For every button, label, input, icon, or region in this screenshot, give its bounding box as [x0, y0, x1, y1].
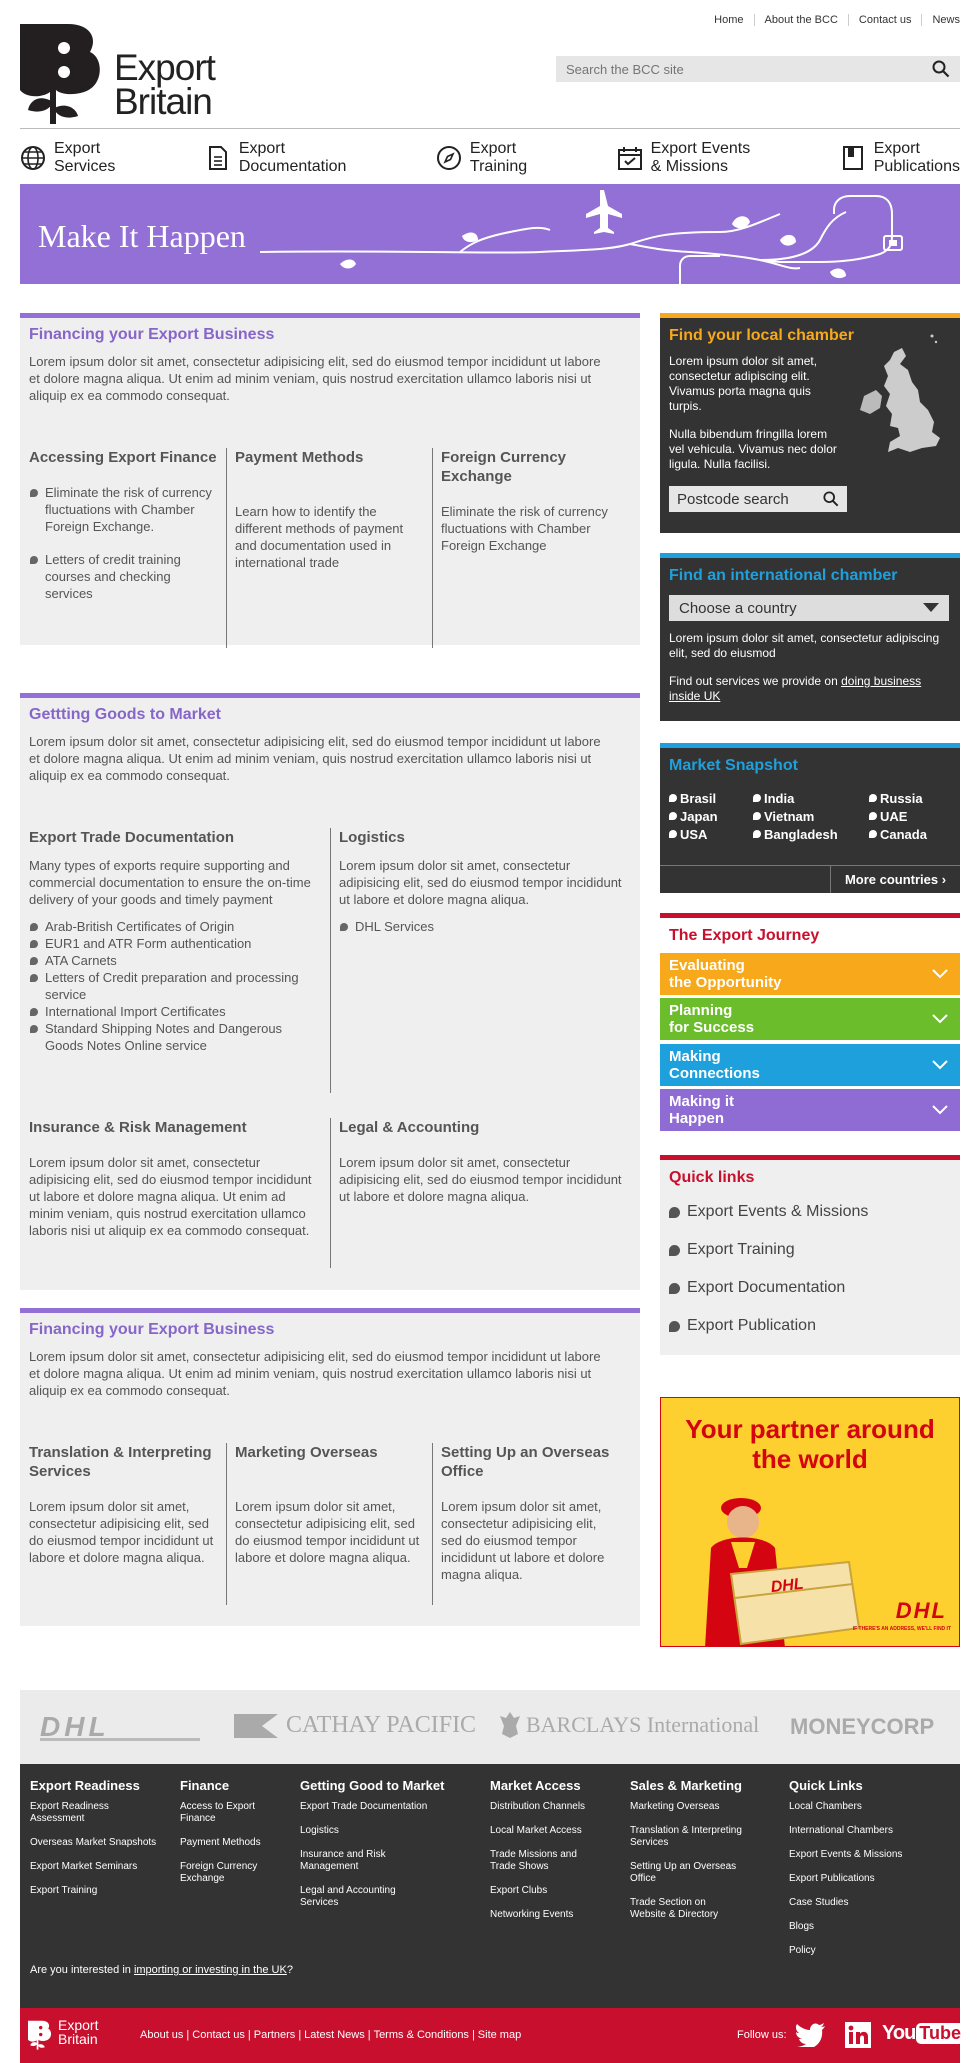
nav-label: Export Events & Missions	[650, 140, 751, 175]
country-link[interactable]: UAE	[869, 808, 949, 825]
section-columns	[21, 828, 636, 1093]
postcode-search[interactable]	[669, 486, 847, 512]
section-columns	[21, 448, 628, 648]
bottom-link-news[interactable]: Latest News	[304, 2029, 365, 2041]
leaf-bullet-icon	[869, 830, 877, 838]
box-title: Market Snapshot	[669, 757, 798, 774]
book-icon	[840, 145, 866, 171]
financing-section-2	[20, 1308, 640, 1626]
country-link[interactable]: Bangladesh	[753, 826, 869, 843]
list-item	[29, 551, 218, 602]
box-text: Lorem ipsum dolor sit amet, consectetur adipiscing elit. Vivamus porta magna quis turpis.	[669, 354, 818, 413]
section-columns	[21, 1443, 628, 1605]
column-text: Lorem ipsum dolor sit amet, consectetur adipisicing elit, sed do eiusmod tempor incididunt ut labore et dolore magna aliqua.	[339, 858, 622, 907]
column-text: Many types of exports require supporting and commercial documentation to ensure the on-time delivery of your goods and timely payment	[29, 858, 311, 907]
column-text: Lorem ipsum dolor sit amet, consectetur adipisicing elit, sed do eiusmod tempor incididunt ut labore et dolore magna aliqua.	[441, 1499, 605, 1582]
leaf-bullet-icon	[30, 974, 38, 982]
list-item	[29, 1003, 322, 1020]
partner-logos	[20, 1690, 960, 1764]
services-prefix: Find out services we provide on	[669, 674, 842, 688]
leaf-bullet-icon	[753, 794, 761, 802]
footer-link[interactable]: Export Clubs	[490, 1885, 548, 1896]
column-text: Lorem ipsum dolor sit amet, consectetur adipisicing elit, sed do eiusmod tempor incididunt ut labore et dolore magna aliqua.	[339, 1155, 622, 1204]
column-logistics	[330, 828, 636, 1093]
step-label: Making it Happen	[669, 1093, 735, 1127]
footer-link[interactable]: Export Trade Documentation	[300, 1801, 428, 1812]
question-prefix: Are you interested in	[30, 1964, 134, 1976]
leaf-bullet-icon	[669, 812, 677, 820]
question-suffix: ?	[286, 1964, 293, 1976]
column-title[interactable]: Logistics	[339, 829, 405, 846]
search-icon[interactable]	[823, 491, 839, 507]
journey-step-evaluating[interactable]	[660, 953, 960, 995]
leaf-bullet-icon	[669, 794, 677, 802]
column-title[interactable]: Insurance & Risk Management	[29, 1119, 247, 1136]
chevron-down-icon	[932, 1057, 948, 1073]
column-title[interactable]: Foreign Currency Exchange	[441, 449, 567, 485]
column-translation	[21, 1443, 226, 1605]
bottom-link-sitemap[interactable]: Site map	[477, 2029, 522, 2041]
step-label: Planning for Success	[669, 1002, 755, 1036]
footer-column-title: Market Access	[490, 1778, 581, 1793]
country-select[interactable]	[669, 595, 949, 621]
site-footer	[20, 1764, 960, 2008]
courier-illustration-icon	[681, 1478, 881, 1647]
box-text: Nulla bibendum fringilla lorem vel vehicula. Vivamus nec dolor ligula. Nulla facilisi.	[669, 427, 837, 471]
footer-link[interactable]: Networking Events	[490, 1909, 574, 1920]
list-item-text[interactable]: International Import Certificates	[45, 1004, 226, 1019]
footer-logo[interactable]	[28, 2016, 98, 2056]
section-title[interactable]: Gettting Goods to Market	[29, 706, 221, 723]
chevron-down-icon	[932, 966, 948, 982]
list-item	[29, 1020, 322, 1054]
footer-link[interactable]: Access to Export Finance	[180, 1801, 256, 1824]
list-item-text: Eliminate the risk of currency fluctuations with Chamber Foreign Exchange.	[45, 485, 212, 534]
ad-tagline: IF THERE'S AN ADDRESS, WE'LL FIND IT	[852, 1626, 951, 1632]
chevron-down-icon	[932, 1102, 948, 1118]
column-marketing-overseas	[226, 1443, 432, 1605]
column-title[interactable]: Translation & Interpreting Services	[29, 1444, 212, 1480]
list-item-text[interactable]: DHL Services	[355, 919, 434, 934]
country-select-value: Choose a country	[679, 599, 797, 617]
footer-column-title: Quick Links	[789, 1778, 863, 1793]
nav-label: Export Training	[469, 140, 528, 175]
footer-link[interactable]: Logistics	[300, 1825, 339, 1836]
leaf-bullet-icon	[753, 830, 761, 838]
top-link-about[interactable]: About the BCC	[754, 14, 848, 26]
ad-headline: Your partner around the world	[685, 1414, 935, 1474]
follow-us-label: Follow us:	[737, 2029, 787, 2041]
country-link[interactable]: Japan	[669, 808, 753, 825]
leaf-bullet-icon	[669, 1283, 680, 1294]
bottom-link-terms[interactable]: Terms & Conditions	[373, 2029, 469, 2041]
footer-link[interactable]: Case Studies	[789, 1897, 849, 1908]
site-search	[556, 56, 960, 82]
document-icon	[205, 145, 231, 171]
leaf-bullet-icon	[869, 794, 877, 802]
list-item	[339, 918, 628, 935]
footer-link[interactable]: Export Events & Missions	[789, 1849, 903, 1860]
leaf-bullet-icon	[30, 940, 38, 948]
banner-title: Make It Happen	[38, 218, 246, 254]
column-overseas-office	[432, 1443, 628, 1605]
chevron-down-icon	[932, 1011, 948, 1027]
list-item-text[interactable]: Standard Shipping Notes and Dangerous Goods Notes Online service	[45, 1021, 283, 1053]
section-columns-2	[21, 1118, 636, 1268]
footer-column-market-access	[490, 1778, 600, 1933]
site-header	[20, 0, 960, 130]
country-link[interactable]: USA	[669, 826, 753, 843]
footer-link[interactable]: Translation & Interpreting Services	[630, 1825, 742, 1848]
footer-link[interactable]: Legal and Accounting Services	[300, 1885, 396, 1908]
step-label: Evaluating the Opportunity	[669, 957, 782, 991]
main-nav	[20, 130, 960, 182]
footer-link[interactable]: Export Market Seminars	[30, 1861, 138, 1872]
column-insurance-risk	[21, 1118, 330, 1268]
footer-link[interactable]: Trade Missions and Trade Shows	[490, 1849, 577, 1872]
linkedin-icon[interactable]	[845, 2022, 871, 2048]
nav-export-services[interactable]	[20, 140, 115, 176]
uk-map-icon	[848, 330, 958, 470]
logo-mark-icon	[28, 2016, 54, 2056]
column-text: Learn how to identify the different methods of payment and documentation used in international trade	[235, 504, 404, 570]
footer-column-quick-links	[789, 1778, 949, 1969]
footer-link[interactable]: Export Publications	[789, 1873, 875, 1884]
column-title[interactable]: Legal & Accounting	[339, 1119, 480, 1136]
dhl-logo: DHL	[895, 1598, 947, 1623]
nav-export-training[interactable]	[436, 140, 527, 176]
journey-step-happen[interactable]	[660, 1089, 960, 1131]
svg-text:DHL: DHL	[769, 1575, 805, 1597]
logo-line2: Britain	[114, 81, 212, 122]
import-invest-question	[30, 1964, 293, 1976]
footer-link[interactable]: Distribution Channels	[490, 1801, 586, 1812]
calendar-icon	[617, 145, 643, 171]
leaf-bullet-icon	[30, 957, 38, 965]
youtube-you: You	[882, 2022, 916, 2044]
column-title[interactable]: Export Trade Documentation	[29, 829, 235, 846]
leaf-bullet-icon	[669, 830, 677, 838]
list-item	[29, 952, 322, 969]
list-item-text[interactable]: ATA Carnets	[45, 953, 117, 968]
country-link[interactable]: Canada	[869, 826, 949, 843]
footer-link[interactable]: Trade Section on Website & Directory	[630, 1897, 719, 1920]
logo-line1: Export	[58, 2017, 99, 2033]
cathay-wing-icon	[234, 1714, 278, 1738]
postcode-placeholder: Postcode search	[677, 490, 789, 508]
bottom-link-about[interactable]: About us	[140, 2029, 184, 2041]
quick-link[interactable]: Export Training	[660, 1240, 960, 1278]
leaf-bullet-icon	[753, 812, 761, 820]
bottom-bar	[20, 2008, 960, 2063]
top-link-home[interactable]: Home	[714, 14, 744, 26]
footer-column-title: Export Readiness	[30, 1778, 140, 1793]
header-divider	[20, 128, 960, 129]
column-title[interactable]: Payment Methods	[235, 449, 364, 466]
section-lead: Lorem ipsum dolor sit amet, consectetur adipisicing elit, sed do eiusmod tempor incididunt ut labore et dolore magna aliqua. Ut enim ad minim veniam, quis nostrud exercitation ullamco laboris nisi ut aliquip ex ea commodo consequat.	[29, 1349, 601, 1398]
column-title[interactable]: Marketing Overseas	[235, 1444, 378, 1461]
column-foreign-currency	[432, 448, 628, 648]
footer-column-finance	[180, 1778, 280, 1897]
footer-link[interactable]: Marketing Overseas	[630, 1801, 720, 1812]
footer-link[interactable]: Policy	[789, 1945, 816, 1956]
leaf-bullet-icon	[669, 1245, 680, 1256]
eagle-icon	[500, 1712, 520, 1738]
quick-link[interactable]: Export Events & Missions	[660, 1202, 960, 1240]
quick-link[interactable]: Export Publication	[660, 1316, 960, 1354]
bottom-link-contact[interactable]: Contact us	[192, 2029, 245, 2041]
box-title: Find an international chamber	[669, 567, 898, 584]
country-link[interactable]: India	[753, 790, 869, 807]
column-title[interactable]: Setting Up an Overseas Office	[441, 1444, 610, 1480]
partner-moneycorp-logo[interactable]: MONEYCORP	[790, 1714, 935, 1739]
leaf-bullet-icon	[30, 556, 38, 564]
footer-link[interactable]: Local Market Access	[490, 1825, 582, 1836]
country-grid	[669, 790, 959, 843]
nav-export-publications[interactable]	[840, 140, 960, 176]
list-item	[29, 969, 322, 1003]
footer-link[interactable]: Setting Up an Overseas Office	[630, 1861, 737, 1884]
youtube-icon[interactable]	[882, 2022, 964, 2045]
footer-column-sales-marketing	[630, 1778, 760, 1933]
country-link[interactable]: Russia	[869, 790, 949, 807]
nav-label: Export Documentation	[238, 140, 347, 175]
financing-section	[20, 313, 640, 645]
footer-link[interactable]: Insurance and Risk Management	[300, 1849, 386, 1872]
list-item-text: Letters of credit training courses and checking services	[45, 552, 181, 601]
journey-step-connections[interactable]	[660, 1044, 960, 1086]
column-text: Lorem ipsum dolor sit amet, consectetur adipisicing elit, sed do eiusmod tempor incididunt ut labore et dolore magna aliqua. Ut enim ad minim veniam, quis nostrud exercitation ullamco laboris nisi ut aliquip ex ea commodo consequat.	[29, 1155, 312, 1238]
nav-export-events[interactable]	[617, 140, 751, 176]
banner-illustration-icon	[20, 184, 960, 284]
bottom-link-partners[interactable]: Partners	[253, 2029, 296, 2041]
section-title[interactable]: Financing your Export Business	[29, 1321, 275, 1338]
bottom-links: About us | Contact us | Partners | Latest News | Terms & Conditions | Site map	[140, 2029, 522, 2041]
journey-step-planning[interactable]	[660, 998, 960, 1040]
export-britain-logo[interactable]	[20, 24, 260, 130]
search-icon[interactable]	[932, 60, 950, 78]
list-item	[29, 484, 218, 535]
local-chamber-box	[660, 313, 960, 533]
leaf-bullet-icon	[669, 1321, 680, 1332]
partner-name: BARCLAYS International	[526, 1712, 760, 1737]
globe-icon	[20, 145, 46, 171]
nav-export-documentation[interactable]	[205, 140, 347, 176]
leaf-bullet-icon	[30, 923, 38, 931]
country-link[interactable]: Brasil	[669, 790, 753, 807]
column-export-trade-documentation	[21, 828, 330, 1093]
footer-link[interactable]: Export Training	[30, 1885, 98, 1896]
box-title: The Export Journey	[669, 927, 820, 944]
footer-column-title: Getting Good to Market	[300, 1778, 445, 1793]
country-link[interactable]: Vietnam	[753, 808, 869, 825]
footer-link[interactable]: Foreign Currency Exchange	[180, 1861, 258, 1884]
more-countries-button[interactable]: More countries ›	[830, 865, 960, 893]
twitter-icon[interactable]	[795, 2023, 825, 2047]
footer-link[interactable]: Export Readiness Assessment	[30, 1801, 109, 1824]
box-title: Quick links	[669, 1169, 755, 1186]
hero-banner	[20, 184, 960, 284]
leaf-bullet-icon	[340, 923, 348, 931]
youtube-tube: Tube	[916, 2023, 964, 2044]
column-payment-methods	[226, 448, 432, 648]
list-item-text[interactable]: Arab-British Certificates of Origin	[45, 919, 235, 934]
box-text: Lorem ipsum dolor sit amet, consectetur adipiscing elit, sed do eiusmod	[669, 631, 940, 660]
partner-dhl-logo[interactable]: DHL	[40, 1716, 200, 1741]
top-links	[704, 14, 960, 26]
partner-cathay-logo[interactable]	[234, 1712, 476, 1739]
footer-column-title: Sales & Marketing	[630, 1778, 742, 1793]
section-title[interactable]: Financing your Export Business	[29, 326, 275, 343]
nav-label: Export Publications	[873, 140, 960, 175]
footer-link[interactable]: Overseas Market Snapshots	[30, 1837, 157, 1848]
leaf-bullet-icon	[669, 1207, 680, 1218]
footer-column-title: Finance	[180, 1778, 230, 1793]
leaf-bullet-icon	[30, 489, 38, 497]
market-snapshot-box	[660, 743, 960, 893]
top-link-news[interactable]: News	[921, 14, 960, 26]
footer-link[interactable]: International Chambers	[789, 1825, 893, 1836]
partner-barclays-logo[interactable]	[500, 1712, 759, 1738]
column-text: Lorem ipsum dolor sit amet, consectetur adipisicing elit, sed do eiusmod tempor incididunt ut labore et dolore magna aliqua.	[29, 1499, 214, 1565]
list-item	[29, 918, 322, 935]
list-item-text[interactable]: Letters of Credit preparation and processing service	[45, 970, 299, 1002]
international-chamber-box	[660, 553, 960, 721]
partner-name: CATHAY PACIFIC	[286, 1712, 477, 1738]
compass-icon	[436, 145, 462, 171]
logo-line2: Britain	[58, 2031, 98, 2047]
chevron-down-icon	[923, 603, 939, 613]
box-text-services	[660, 674, 960, 704]
logo-mark-icon	[20, 24, 110, 130]
logo-line1: Export	[114, 47, 215, 88]
footer-link[interactable]: Blogs	[789, 1921, 815, 1932]
quick-link[interactable]: Export Documentation	[660, 1278, 960, 1316]
leaf-bullet-icon	[30, 1025, 38, 1033]
section-lead: Lorem ipsum dolor sit amet, consectetur adipisicing elit, sed do eiusmod tempor incididunt ut labore et dolore magna aliqua. Ut enim ad minim veniam, quis nostrud exercitation ullamco laboris nisi ut aliquip ex ea commodo consequat.	[29, 734, 601, 783]
footer-column-export-readiness	[30, 1778, 160, 1909]
top-link-contact[interactable]: Contact us	[848, 14, 922, 26]
section-lead: Lorem ipsum dolor sit amet, consectetur adipisicing elit, sed do eiusmod tempor incididunt ut labore et dolore magna aliqua. Ut enim ad minim veniam, quis nostrud exercitation ullamco laboris nisi ut aliquip ex ea commodo consequat.	[29, 354, 601, 403]
quick-links-box	[660, 1155, 960, 1355]
leaf-bullet-icon	[869, 812, 877, 820]
search-input[interactable]	[566, 62, 932, 77]
dhl-advert[interactable]	[660, 1397, 960, 1647]
column-text: Lorem ipsum dolor sit amet, consectetur adipisicing elit, sed do eiusmod tempor incididunt ut labore et dolore magna aliqua.	[235, 1499, 420, 1565]
column-text: Eliminate the risk of currency fluctuations with Chamber Foreign Exchange	[441, 504, 608, 553]
column-accessing-finance	[21, 448, 226, 648]
column-legal-accounting	[330, 1118, 636, 1268]
export-journey-box	[660, 913, 960, 1135]
box-title: Find your local chamber	[669, 327, 854, 344]
import-invest-link[interactable]: importing or investing in the UK	[133, 1964, 287, 1976]
doing-business-link[interactable]: doing business inside UK	[669, 674, 922, 703]
goods-to-market-section	[20, 693, 640, 1290]
leaf-bullet-icon	[30, 1008, 38, 1016]
nav-label: Export Services	[54, 140, 116, 175]
column-title[interactable]: Accessing Export Finance	[29, 449, 217, 466]
list-item-text[interactable]: EUR1 and ATR Form authentication	[45, 936, 252, 951]
footer-link[interactable]: Payment Methods	[180, 1837, 261, 1848]
footer-link[interactable]: Local Chambers	[789, 1801, 862, 1812]
list-item	[29, 935, 322, 952]
step-label: Making Connections	[669, 1048, 760, 1082]
footer-column-getting-goods	[300, 1778, 470, 1921]
